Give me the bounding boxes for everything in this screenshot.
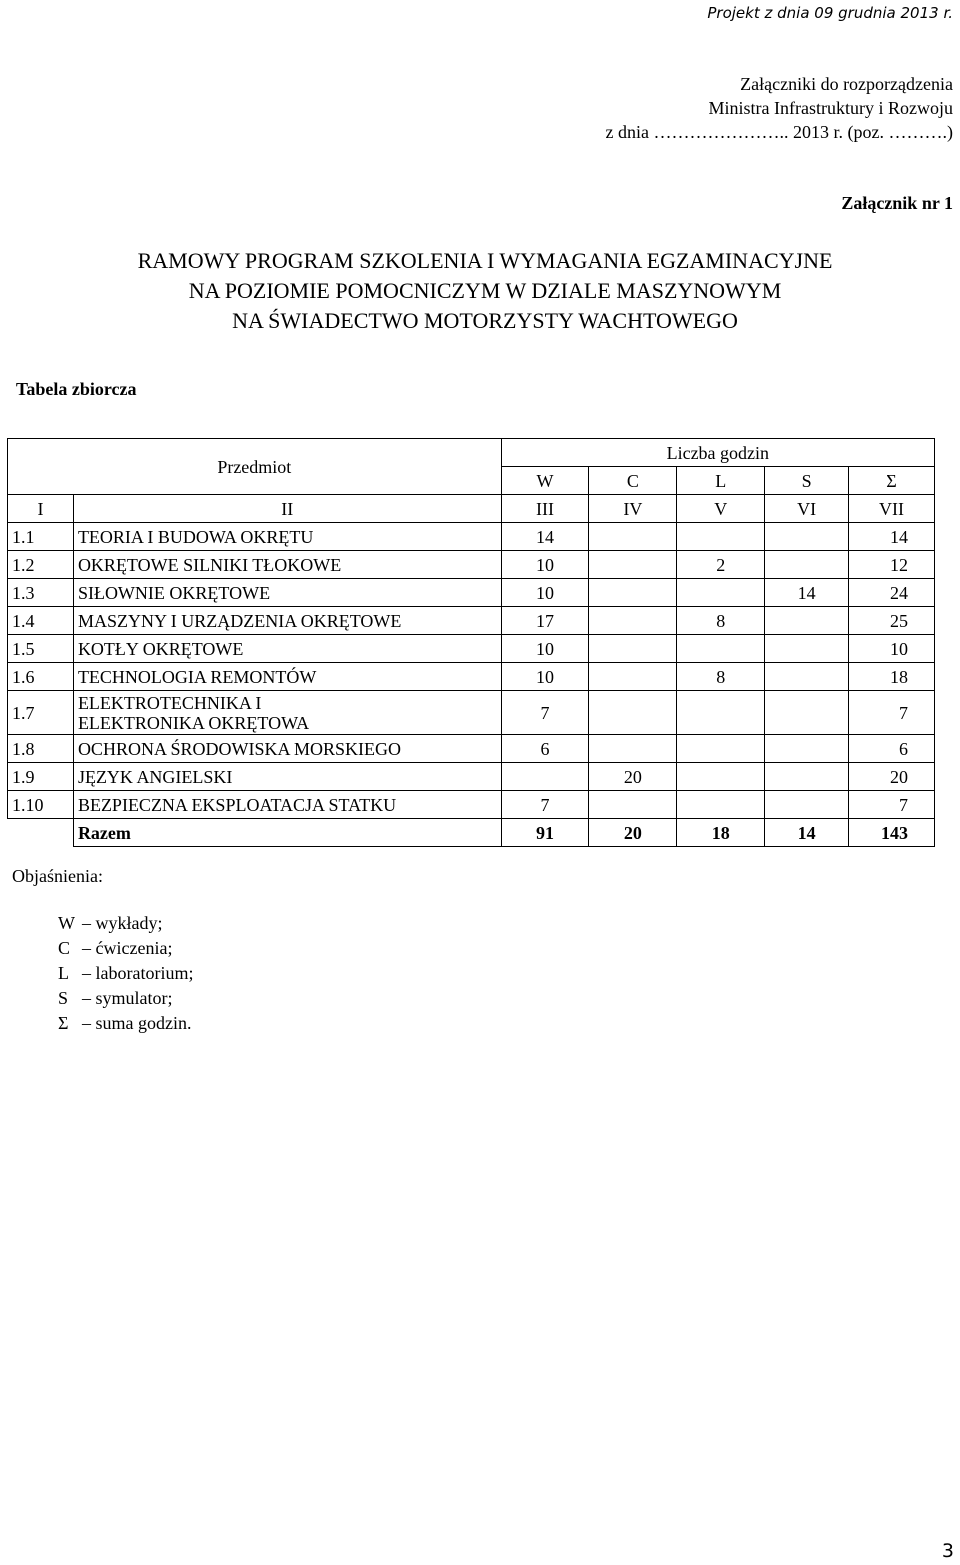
subject-name: ELEKTROTECHNIKA I ELEKTRONIKA OKRĘTOWA bbox=[73, 691, 501, 735]
title-line: NA ŚWIADECTWO MOTORZYSTY WACHTOWEGO bbox=[232, 308, 738, 333]
summary-table bbox=[7, 438, 935, 847]
notes-label: Objaśnienia: bbox=[12, 866, 103, 886]
legend-text: – ćwiczenia; bbox=[82, 938, 173, 958]
numbering-cell: III bbox=[501, 495, 589, 523]
row-number: 1.1 bbox=[8, 523, 74, 551]
total-blank-cell bbox=[8, 819, 74, 847]
annex-header bbox=[606, 72, 953, 144]
table-row bbox=[8, 579, 935, 607]
numbering-row bbox=[8, 495, 935, 523]
total-l: 18 bbox=[677, 819, 765, 847]
table-row bbox=[8, 763, 935, 791]
table-row bbox=[8, 735, 935, 763]
table-row bbox=[8, 523, 935, 551]
hours-w: 17 bbox=[501, 607, 589, 635]
legend-symbol: C bbox=[58, 938, 71, 958]
hours-sum: 25 bbox=[849, 607, 935, 635]
hours-l: 8 bbox=[677, 663, 765, 691]
total-w: 91 bbox=[501, 819, 589, 847]
hours-s: 14 bbox=[765, 579, 849, 607]
subject-name: SIŁOWNIE OKRĘTOWE bbox=[73, 579, 501, 607]
hours-c bbox=[589, 791, 677, 819]
numbering-cell: VII bbox=[849, 495, 935, 523]
hours-w: 10 bbox=[501, 579, 589, 607]
hours-l bbox=[677, 763, 765, 791]
hours-s bbox=[765, 663, 849, 691]
annex-line: z dnia ………………….. 2013 r. (poz. ……….) bbox=[605, 122, 953, 142]
row-number: 1.10 bbox=[8, 791, 74, 819]
hours-c bbox=[589, 663, 677, 691]
subject-name: MASZYNY I URZĄDZENIA OKRĘTOWE bbox=[73, 607, 501, 635]
title-line: RAMOWY PROGRAM SZKOLENIA I WYMAGANIA EGZAMINACYJNE bbox=[137, 248, 833, 273]
hours-s bbox=[765, 791, 849, 819]
hours-w: 10 bbox=[501, 635, 589, 663]
hours-w: 10 bbox=[501, 663, 589, 691]
subject-name: TEORIA I BUDOWA OKRĘTU bbox=[73, 523, 501, 551]
col-header-l: L bbox=[677, 467, 765, 495]
hours-c: 20 bbox=[589, 763, 677, 791]
hours-s bbox=[765, 763, 849, 791]
hours-sum: 14 bbox=[849, 523, 935, 551]
table-header-row bbox=[8, 439, 935, 467]
legend-text: – wykłady; bbox=[82, 913, 163, 933]
annex-line: Załączniki do rozporządzenia bbox=[740, 74, 953, 94]
row-number: 1.5 bbox=[8, 635, 74, 663]
hours-c bbox=[589, 735, 677, 763]
hours-l bbox=[677, 791, 765, 819]
hours-w bbox=[501, 763, 589, 791]
legend bbox=[58, 911, 193, 1036]
hours-sum: 7 bbox=[849, 691, 935, 735]
row-number: 1.8 bbox=[8, 735, 74, 763]
row-number: 1.7 bbox=[8, 691, 74, 735]
subject-name: OCHRONA ŚRODOWISKA MORSKIEGO bbox=[73, 735, 501, 763]
legend-text: – laboratorium; bbox=[82, 963, 194, 983]
hours-l bbox=[677, 579, 765, 607]
hours-s bbox=[765, 523, 849, 551]
legend-item bbox=[58, 986, 193, 1011]
total-c: 20 bbox=[589, 819, 677, 847]
hours-s bbox=[765, 635, 849, 663]
hours-sum: 7 bbox=[849, 791, 935, 819]
numbering-cell: I bbox=[8, 495, 74, 523]
numbering-cell: V bbox=[677, 495, 765, 523]
subject-header: Przedmiot bbox=[8, 439, 502, 495]
hours-sum: 12 bbox=[849, 551, 935, 579]
col-header-c: C bbox=[589, 467, 677, 495]
hours-w: 7 bbox=[501, 691, 589, 735]
hours-sum: 20 bbox=[849, 763, 935, 791]
numbering-cell: IV bbox=[589, 495, 677, 523]
table-row bbox=[8, 691, 935, 735]
hours-s bbox=[765, 607, 849, 635]
hours-l: 8 bbox=[677, 607, 765, 635]
table-row bbox=[8, 551, 935, 579]
hours-c bbox=[589, 607, 677, 635]
total-label: Razem bbox=[73, 819, 501, 847]
hours-c bbox=[589, 691, 677, 735]
hours-w: 10 bbox=[501, 551, 589, 579]
legend-item bbox=[58, 961, 193, 986]
row-number: 1.2 bbox=[8, 551, 74, 579]
project-date-note: Projekt z dnia 09 grudnia 2013 r. bbox=[707, 4, 953, 22]
annex-number: Załącznik nr 1 bbox=[841, 193, 953, 213]
hours-s bbox=[765, 735, 849, 763]
hours-l bbox=[677, 523, 765, 551]
table-row bbox=[8, 607, 935, 635]
row-number: 1.3 bbox=[8, 579, 74, 607]
table-row bbox=[8, 791, 935, 819]
hours-w: 7 bbox=[501, 791, 589, 819]
hours-c bbox=[589, 523, 677, 551]
table-row bbox=[8, 663, 935, 691]
numbering-cell: II bbox=[73, 495, 501, 523]
legend-symbol: W bbox=[58, 913, 75, 933]
hours-sum: 10 bbox=[849, 635, 935, 663]
table-label: Tabela zbiorcza bbox=[16, 379, 137, 399]
title-line: NA POZIOMIE POMOCNICZYM W DZIALE MASZYNOWYM bbox=[188, 278, 782, 303]
col-header-w: W bbox=[501, 467, 589, 495]
col-header-s: S bbox=[765, 467, 849, 495]
hours-l: 2 bbox=[677, 551, 765, 579]
hours-w: 6 bbox=[501, 735, 589, 763]
row-number: 1.4 bbox=[8, 607, 74, 635]
hours-l bbox=[677, 735, 765, 763]
annex-line: Ministra Infrastruktury i Rozwoju bbox=[708, 98, 953, 118]
document-title bbox=[0, 246, 960, 336]
hours-sum: 6 bbox=[849, 735, 935, 763]
hours-l bbox=[677, 691, 765, 735]
hours-c bbox=[589, 579, 677, 607]
page-number: 3 bbox=[941, 1540, 954, 1562]
row-number: 1.6 bbox=[8, 663, 74, 691]
numbering-cell: VI bbox=[765, 495, 849, 523]
hours-c bbox=[589, 635, 677, 663]
subject-name: BEZPIECZNA EKSPLOATACJA STATKU bbox=[73, 791, 501, 819]
hours-s bbox=[765, 551, 849, 579]
total-row bbox=[8, 819, 935, 847]
subject-name: KOTŁY OKRĘTOWE bbox=[73, 635, 501, 663]
legend-symbol: S bbox=[58, 988, 69, 1008]
hours-c bbox=[589, 551, 677, 579]
legend-text: – suma godzin. bbox=[82, 1013, 192, 1033]
legend-item bbox=[58, 911, 193, 936]
table-row bbox=[8, 635, 935, 663]
hours-s bbox=[765, 691, 849, 735]
hours-header: Liczba godzin bbox=[501, 439, 934, 467]
hours-w: 14 bbox=[501, 523, 589, 551]
hours-sum: 18 bbox=[849, 663, 935, 691]
total-s: 14 bbox=[765, 819, 849, 847]
hours-l bbox=[677, 635, 765, 663]
legend-item bbox=[58, 1011, 193, 1036]
total-sum: 143 bbox=[849, 819, 935, 847]
legend-symbol: L bbox=[58, 963, 69, 983]
row-number: 1.9 bbox=[8, 763, 74, 791]
col-header-sum: Σ bbox=[849, 467, 935, 495]
legend-text: – symulator; bbox=[82, 988, 173, 1008]
legend-symbol: Σ bbox=[58, 1013, 69, 1033]
subject-name: TECHNOLOGIA REMONTÓW bbox=[73, 663, 501, 691]
subject-name: OKRĘTOWE SILNIKI TŁOKOWE bbox=[73, 551, 501, 579]
hours-sum: 24 bbox=[849, 579, 935, 607]
legend-item bbox=[58, 936, 193, 961]
subject-name: JĘZYK ANGIELSKI bbox=[73, 763, 501, 791]
